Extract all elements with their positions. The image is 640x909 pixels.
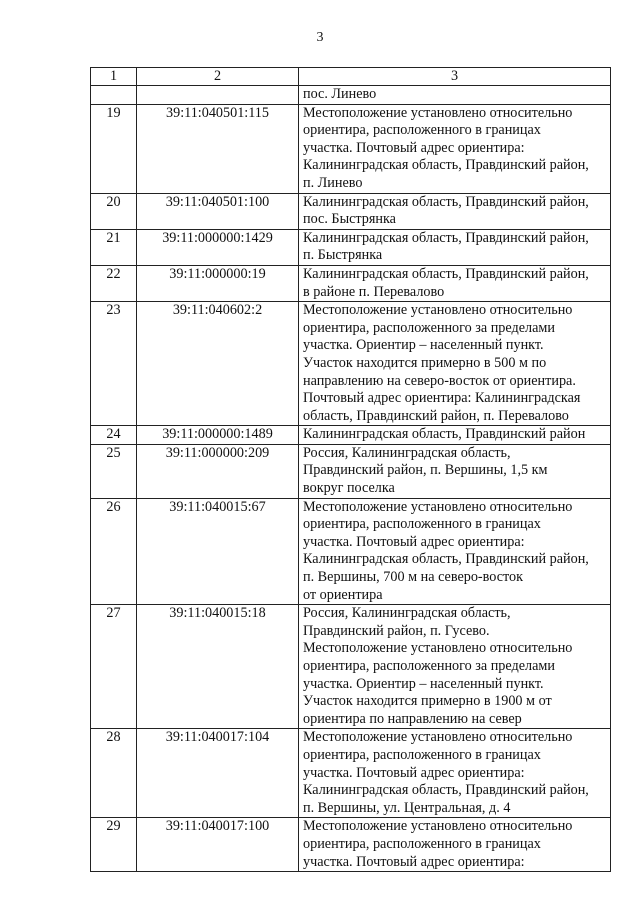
- location-line: п. Быстрянка: [303, 247, 383, 264]
- location-description: [299, 729, 611, 818]
- location-line: направлению на северо-восток от ориентира.: [303, 372, 576, 389]
- location-line: Местоположение установлено относительно: [303, 729, 573, 746]
- row-number: 22: [91, 265, 137, 301]
- location-line: Калининградская область, Правдинский район,: [303, 229, 589, 246]
- table-row: [91, 86, 611, 105]
- location-line: в районе п. Перевалово: [303, 283, 445, 300]
- table-row: [91, 444, 611, 498]
- location-line: ориентира, расположенного за пределами: [303, 658, 555, 674]
- cadastral-number: 39:11:000000:1429: [137, 229, 299, 265]
- cadastral-number: 39:11:000000:19: [137, 265, 299, 301]
- location-line: Калининградская область, Правдинский район,: [303, 193, 589, 210]
- row-number: 28: [91, 729, 137, 818]
- row-number: 25: [91, 444, 137, 498]
- cadastral-number: 39:11:040017:100: [137, 818, 299, 872]
- location-description: [299, 265, 611, 301]
- location-line: вокруг поселка: [303, 480, 395, 497]
- location-line: ориентира, расположенного в границах: [303, 122, 541, 139]
- location-line: участка. Почтовый адрес ориентира:: [303, 533, 525, 550]
- location-line: ориентира, расположенного за пределами: [303, 319, 555, 336]
- location-line: Калининградская область, Правдинский район,: [303, 551, 589, 568]
- location-line: Участок находится примерно в 1900 м от: [303, 693, 552, 710]
- location-line: п. Вершины, ул. Центральная, д. 4: [303, 799, 511, 816]
- location-line: Местоположение установлено относительно: [303, 640, 573, 657]
- location-line: Калининградская область, Правдинский район,: [303, 782, 589, 799]
- location-description: [299, 229, 611, 265]
- location-line: Местоположение установлено относительно: [303, 498, 573, 515]
- row-number: 26: [91, 498, 137, 605]
- cadastral-number: 39:11:040602:2: [137, 302, 299, 426]
- location-description: [299, 426, 611, 445]
- location-line: Калининградская область, Правдинский район,: [303, 265, 589, 282]
- location-line: п. Вершины, 700 м на северо-восток: [303, 569, 524, 586]
- table-row: [91, 818, 611, 872]
- location-description: [299, 818, 611, 872]
- row-number: 24: [91, 426, 137, 445]
- location-line: Калининградская область, Правдинский район,: [303, 157, 589, 174]
- location-line: п. Линево: [303, 174, 363, 191]
- location-line: Почтовый адрес ориентира: Калининградская: [303, 390, 581, 407]
- page-number: 3: [316, 30, 324, 45]
- row-number: 21: [91, 229, 137, 265]
- location-line: область, Правдинский район, п. Перевалово: [303, 407, 569, 424]
- cadastral-number: 39:11:040501:115: [137, 104, 299, 193]
- location-line: ориентира, расположенного в границах: [303, 746, 541, 763]
- table-row: [91, 729, 611, 818]
- location-line: Местоположение установлено относительно: [303, 302, 573, 319]
- table-row: [91, 302, 611, 426]
- row-number: 19: [91, 104, 137, 193]
- location-line: Россия, Калининградская область,: [303, 605, 511, 622]
- location-line: Участок находится примерно в 500 м по: [303, 354, 547, 371]
- table-row: [91, 193, 611, 229]
- location-description: [299, 104, 611, 193]
- land-plot-table: [90, 67, 611, 872]
- table-row: [91, 498, 611, 605]
- table-row: [91, 104, 611, 193]
- row-number: [91, 86, 137, 105]
- location-line: Калининградская область, Правдинский район: [303, 426, 586, 443]
- location-line: ориентира, расположенного в границах: [303, 835, 541, 852]
- table-row: [91, 426, 611, 445]
- location-description: [299, 193, 611, 229]
- table-header-row: [91, 68, 611, 86]
- column-header-address: 3: [299, 68, 611, 86]
- row-number: 23: [91, 302, 137, 426]
- cadastral-number: 39:11:040015:18: [137, 605, 299, 729]
- location-line: ориентира по направлению на север: [303, 710, 522, 727]
- location-line: Правдинский район, п. Гусево.: [303, 622, 490, 639]
- location-line: Местоположение установлено относительно: [303, 104, 573, 121]
- row-number: 29: [91, 818, 137, 872]
- location-description: [299, 86, 611, 105]
- location-description: [299, 444, 611, 498]
- location-line: ориентира, расположенного в границах: [303, 516, 541, 533]
- location-line: Местоположение установлено относительно: [303, 818, 573, 835]
- row-number: 27: [91, 605, 137, 729]
- column-header-cadastral: 2: [137, 68, 299, 86]
- table-row: [91, 265, 611, 301]
- row-number: 20: [91, 193, 137, 229]
- column-header-number: 1: [91, 68, 137, 86]
- cadastral-number: 39:11:040501:100: [137, 193, 299, 229]
- location-description: [299, 302, 611, 426]
- cadastral-number: [137, 86, 299, 105]
- location-line: участка. Ориентир – населенный пункт.: [303, 337, 544, 354]
- location-line: участка. Почтовый адрес ориентира:: [303, 139, 525, 156]
- cadastral-number: 39:11:040017:104: [137, 729, 299, 818]
- table-row: [91, 229, 611, 265]
- location-line: участка. Почтовый адрес ориентира:: [303, 853, 525, 870]
- location-line: пос. Линево: [303, 86, 377, 102]
- location-line: Россия, Калининградская область,: [303, 444, 511, 461]
- location-line: Правдинский район, п. Вершины, 1,5 км: [303, 462, 548, 479]
- cadastral-number: 39:11:000000:209: [137, 444, 299, 498]
- location-description: [299, 605, 611, 729]
- location-line: участка. Почтовый адрес ориентира:: [303, 764, 525, 781]
- location-line: участка. Ориентир – населенный пункт.: [303, 675, 544, 692]
- table-row: [91, 605, 611, 729]
- cadastral-number: 39:11:040015:67: [137, 498, 299, 605]
- location-line: пос. Быстрянка: [303, 211, 396, 228]
- cadastral-number: 39:11:000000:1489: [137, 426, 299, 445]
- location-line: от ориентира: [303, 586, 383, 603]
- location-description: [299, 498, 611, 605]
